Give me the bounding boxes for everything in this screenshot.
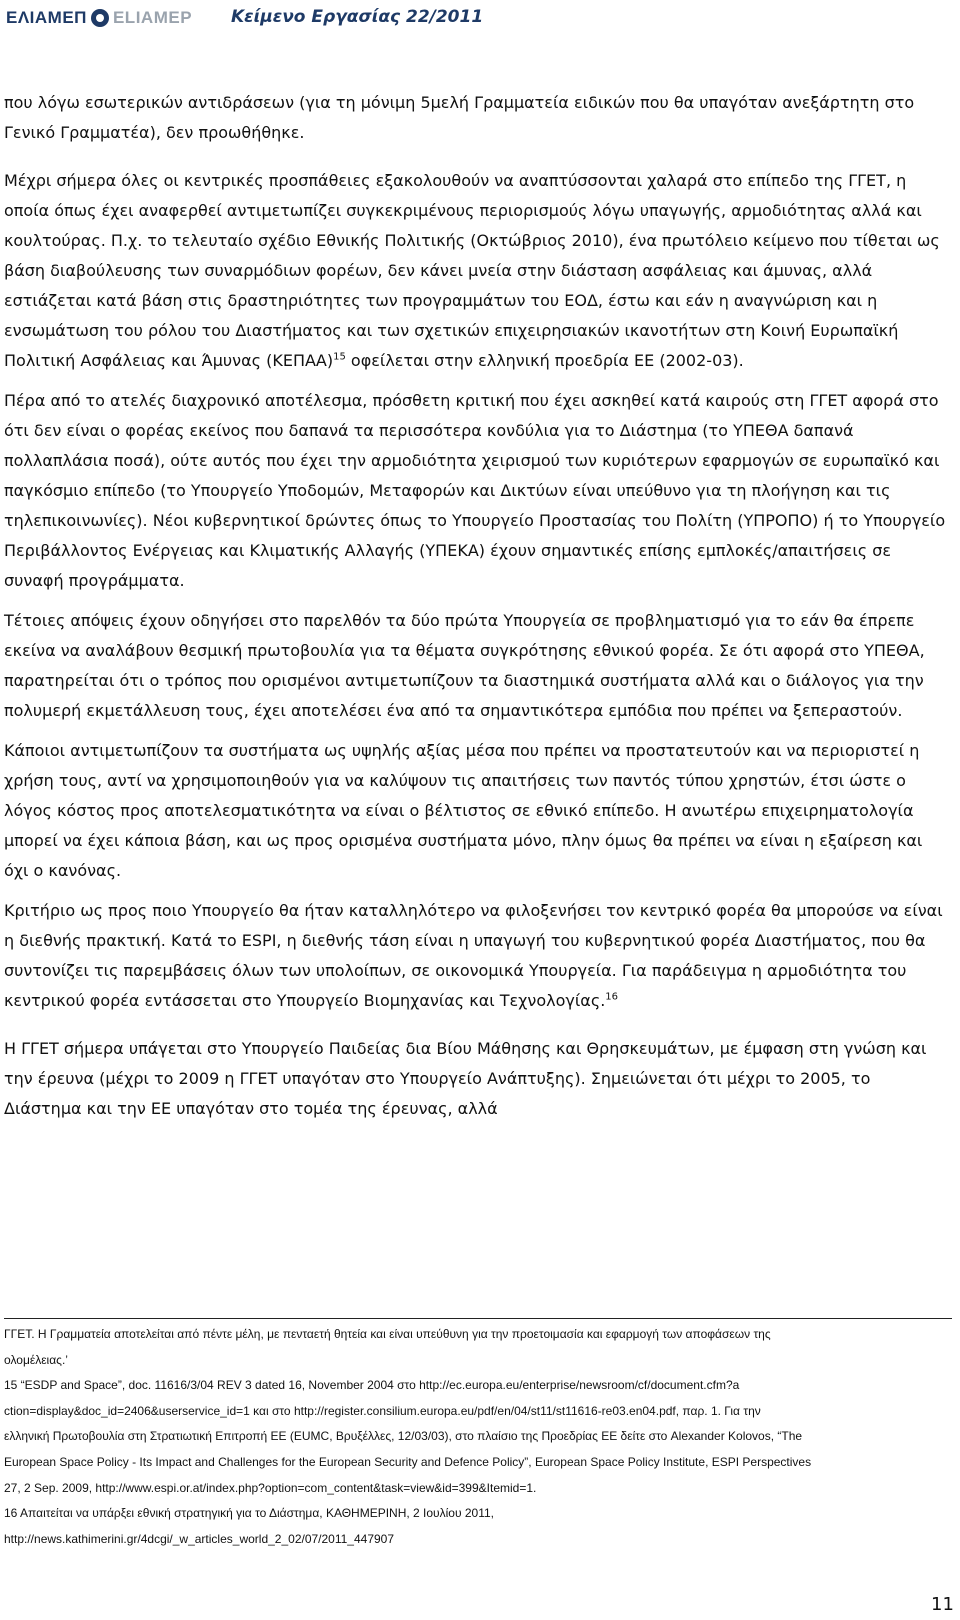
paragraph-1: που λόγω εσωτερικών αντιδράσεων (για τη μόνιμη 5μελή Γραμματεία ειδικών που θα υπαγόταν ανεξάρτητη στο Γενικό Γραμματέα), δεν προωθήθηκε. <box>4 93 915 142</box>
paragraph-3: Πέρα από το ατελές διαχρονικό αποτέλεσμα, πρόσθετη κριτική που έχει ασκηθεί κατά καιρούς στη ΓΓΕΤ αφορά στο ότι δεν είναι ο φορέας εκείνος που δαπανά τα περισσότερα κονδύλια για το Διάστημα (το ΥΠΕΘΑ δαπανά πολλαπλάσια ποσά), ούτε αυτός που έχει την αρμοδιότητα χειρισμού των κυριότερων εφαρμογών σε ευρωπαϊκό και παγκόσμιο επίπεδο (το Υπουργείο Υποδομών, Μεταφορών και Δικτύων είναι υπεύθυνο για τη πλοήγηση και τις τηλεπικοινωνίες). Νέοι κυβερνητικοί δρώντες όπως το Υπουργείο Προστασίας του Πολίτη (ΥΠΡΟΠΟ) ή το Υπουργείο Περιβάλλοντος Ενέργειας και Κλιματικής Αλλαγής (ΥΠΕΚΑ) έχουν σημαντικές επίσης εμπλοκές/απαιτήσεις σε συναφή προγράμματα. <box>4 391 946 590</box>
footnote-line-1: ΓΓΕΤ. Η Γραμματεία αποτελείται από πέντε μέλη, με πενταετή θητεία και είναι υπεύθυνη για την προετοιμασία και εφαρμογή των αποφάσεων της <box>4 1327 771 1341</box>
body-text <box>4 88 949 1134</box>
footnote-16-line-1: 16 Απαιτείται να υπάρξει εθνική στρατηγική για το Διάστημα, ΚΑΘΗΜΕΡΙΝΗ, 2 Ιουλίου 2011, <box>4 1506 494 1521</box>
logo-text-greek: ΕΛΙΑΜΕΠ <box>6 8 87 27</box>
logo-text-latin: ELIAMEP <box>112 8 193 27</box>
footnote-15-line-1: 15 “ESDP and Space”, doc. 11616/3/04 REV 3 dated 16, November 2004 στο http://ec.europa.eu/enterprise/newsroom/cf/document.cfm?a <box>4 1378 740 1393</box>
footnote-16-link[interactable]: http://news.kathimerini.gr/4dcgi/_w_articles_world_2_02/07/2011_447907 <box>4 1531 395 1546</box>
footnote-15-line-5: 27, 2 Sep. 2009, http://www.espi.or.at/index.php?option=com_content&task=view&id=399&Itemid=1. <box>4 1480 537 1495</box>
paragraph-6 <box>4 896 949 1016</box>
header-title: Κείμενο Εργασίας 22/2011 <box>231 7 484 27</box>
page-header <box>6 4 946 34</box>
paragraph-5: Κάποιοι αντιμετωπίζουν τα συστήματα ως υψηλής αξίας μέσα που πρέπει να προστατευτούν και να περιοριστεί η χρήση τους, αντί να χρησιμοποιηθούν για να καλύψουν τις απαιτήσεις των παντός τύπου χρηστών, έτσι ώστε ο λόγος κόστος προς αποτελεσματικότητα να είναι ο βέλτιστος σε εθνικό επίπεδο. Η ανωτέρω επιχειρηματολογία μπορεί να έχει κάποια βάση, και ως προς ορισμένα συστήματα μόνο, πλην όμως θα πρέπει να είναι η εξαίρεση και όχι ο κανόνας. <box>4 741 923 880</box>
paragraph-7: Η ΓΓΕΤ σήμερα υπάγεται στο Υπουργείο Παιδείας δια Βίου Μάθησης και Θρησκευμάτων, με έμφαση στη γνώση και την έρευνα (μέχρι το 2009 η ΓΓΕΤ υπαγόταν στο Υπουργείο Ανάπτυξης). Σημειώνεται ότι μέχρι το 2005, το Διάστημα και την ΕΕ υπαγόταν στο τομέα της έρευνας, αλλά <box>4 1039 927 1118</box>
paragraph-2 <box>4 166 949 376</box>
footnote-15-line-3: ελληνική Πρωτοβουλία στη Στρατιωτική Επιτροπή ΕΕ (EUMC, Βρυξέλλες, 12/03/03), στο πλαίσιο της Προεδρίας ΕΕ δείτε στο Alexander Kolovos, “The <box>4 1429 803 1444</box>
paragraph-2-text: Μέχρι σήμερα όλες οι κεντρικές προσπάθειες εξακολουθούν να αναπτύσσονται χαλαρά στο επίπεδο της ΓΓΕΤ, η οποία όπως έχει αναφερθεί αντιμετωπίζει συγκεκριμένους περιορισμούς λόγω υπαγωγής, αρμοδιότητας αλλά και κουλτούρας. Π.χ. το τελευταίο σχέδιο Εθνικής Πολιτικής (Οκτώβριος 2010), ένα πρωτόλειο κείμενο που τίθεται ως βάση διαβούλευσης των συναρμόδιων φορέων, δεν κάνει μνεία στην διάσταση ασφάλειας και άμυνας, αλλά εστιάζεται κατά βάση στις δραστηριότητες των προγραμμάτων του ΕΟΔ, έστω και εάν η αναγνώριση και η ενσωμάτωση του ρόλου του Διαστήματος και των σχετικών επιχειρησιακών ικανοτήτων στη Κοινή Ευρωπαϊκή Πολιτική Ασφάλειας και Άμυνας (ΚΕΠΑΑ) <box>4 171 940 370</box>
paragraph-6-text: Κριτήριο ως προς ποιο Υπουργείο θα ήταν καταλληλότερο να φιλοξενήσει τον κεντρικό φορέα θα μπορούσε να είναι η διεθνής πρακτική. Κατά το ESPI, η διεθνής τάση είναι η υπαγωγή του κυβερνητικού φορέα Διαστήματος, που θα συντονίζει τις παρεμβάσεις όλων των υπολοίπων, σε οικονομικά Υπουργεία. Για παράδειγμα η αρμοδιότητα του κεντρικού φορέα εντάσσεται στο Υπουργείο Βιομηχανίας και Τεχνολογίας. <box>4 901 943 1010</box>
footnote-15-line-2: ction=display&doc_id=2406&userservice_id=1 και στο http://register.consilium.europa.eu/pdf/en/04/st11/st11616-re03.en04.pdf, παρ. 1. Για την <box>4 1403 761 1418</box>
logo-emblem-icon <box>91 9 109 27</box>
footnote-ref-15[interactable]: 15 <box>333 351 346 363</box>
footnote-15-line-4: European Space Policy - Its Impact and Challenges for the European Security and Defence Policy”, European Space Policy Institute, ESPI Perspectives <box>4 1454 812 1469</box>
page-number: 11 <box>931 1594 954 1615</box>
paragraph-4: Τέτοιες απόψεις έχουν οδηγήσει στο παρελθόν τα δύο πρώτα Υπουργεία σε προβληματισμό για το εάν θα έπρεπε εκείνα να αναλάβουν θεσμική πρωτοβουλία για τα θέματα συγκρότησης εθνικού φορέα. Σε ότι αφορά στο ΥΠΕΘΑ, παρατηρείται ότι ο τρόπος που ορισμένοι αντιμετωπίζουν τα διαστημικά συστήματα αλλά και ο διάλογος για την πολυμερή εκμετάλλευση τους, έχει αποτελέσει ένα από τα σημαντικότερα εμπόδια που πρέπει να ξεπεραστούν. <box>4 611 925 720</box>
footnote-ref-16[interactable]: 16 <box>605 991 619 1003</box>
paragraph-2-tail: οφείλεται στην ελληνική προεδρία ΕΕ (2002-03). <box>345 351 744 370</box>
footnote-line-2: ολομέλειας.’ <box>4 1352 68 1367</box>
footnote-separator <box>4 1318 952 1319</box>
footnotes <box>4 1322 949 1552</box>
eliamep-logo <box>6 8 192 28</box>
